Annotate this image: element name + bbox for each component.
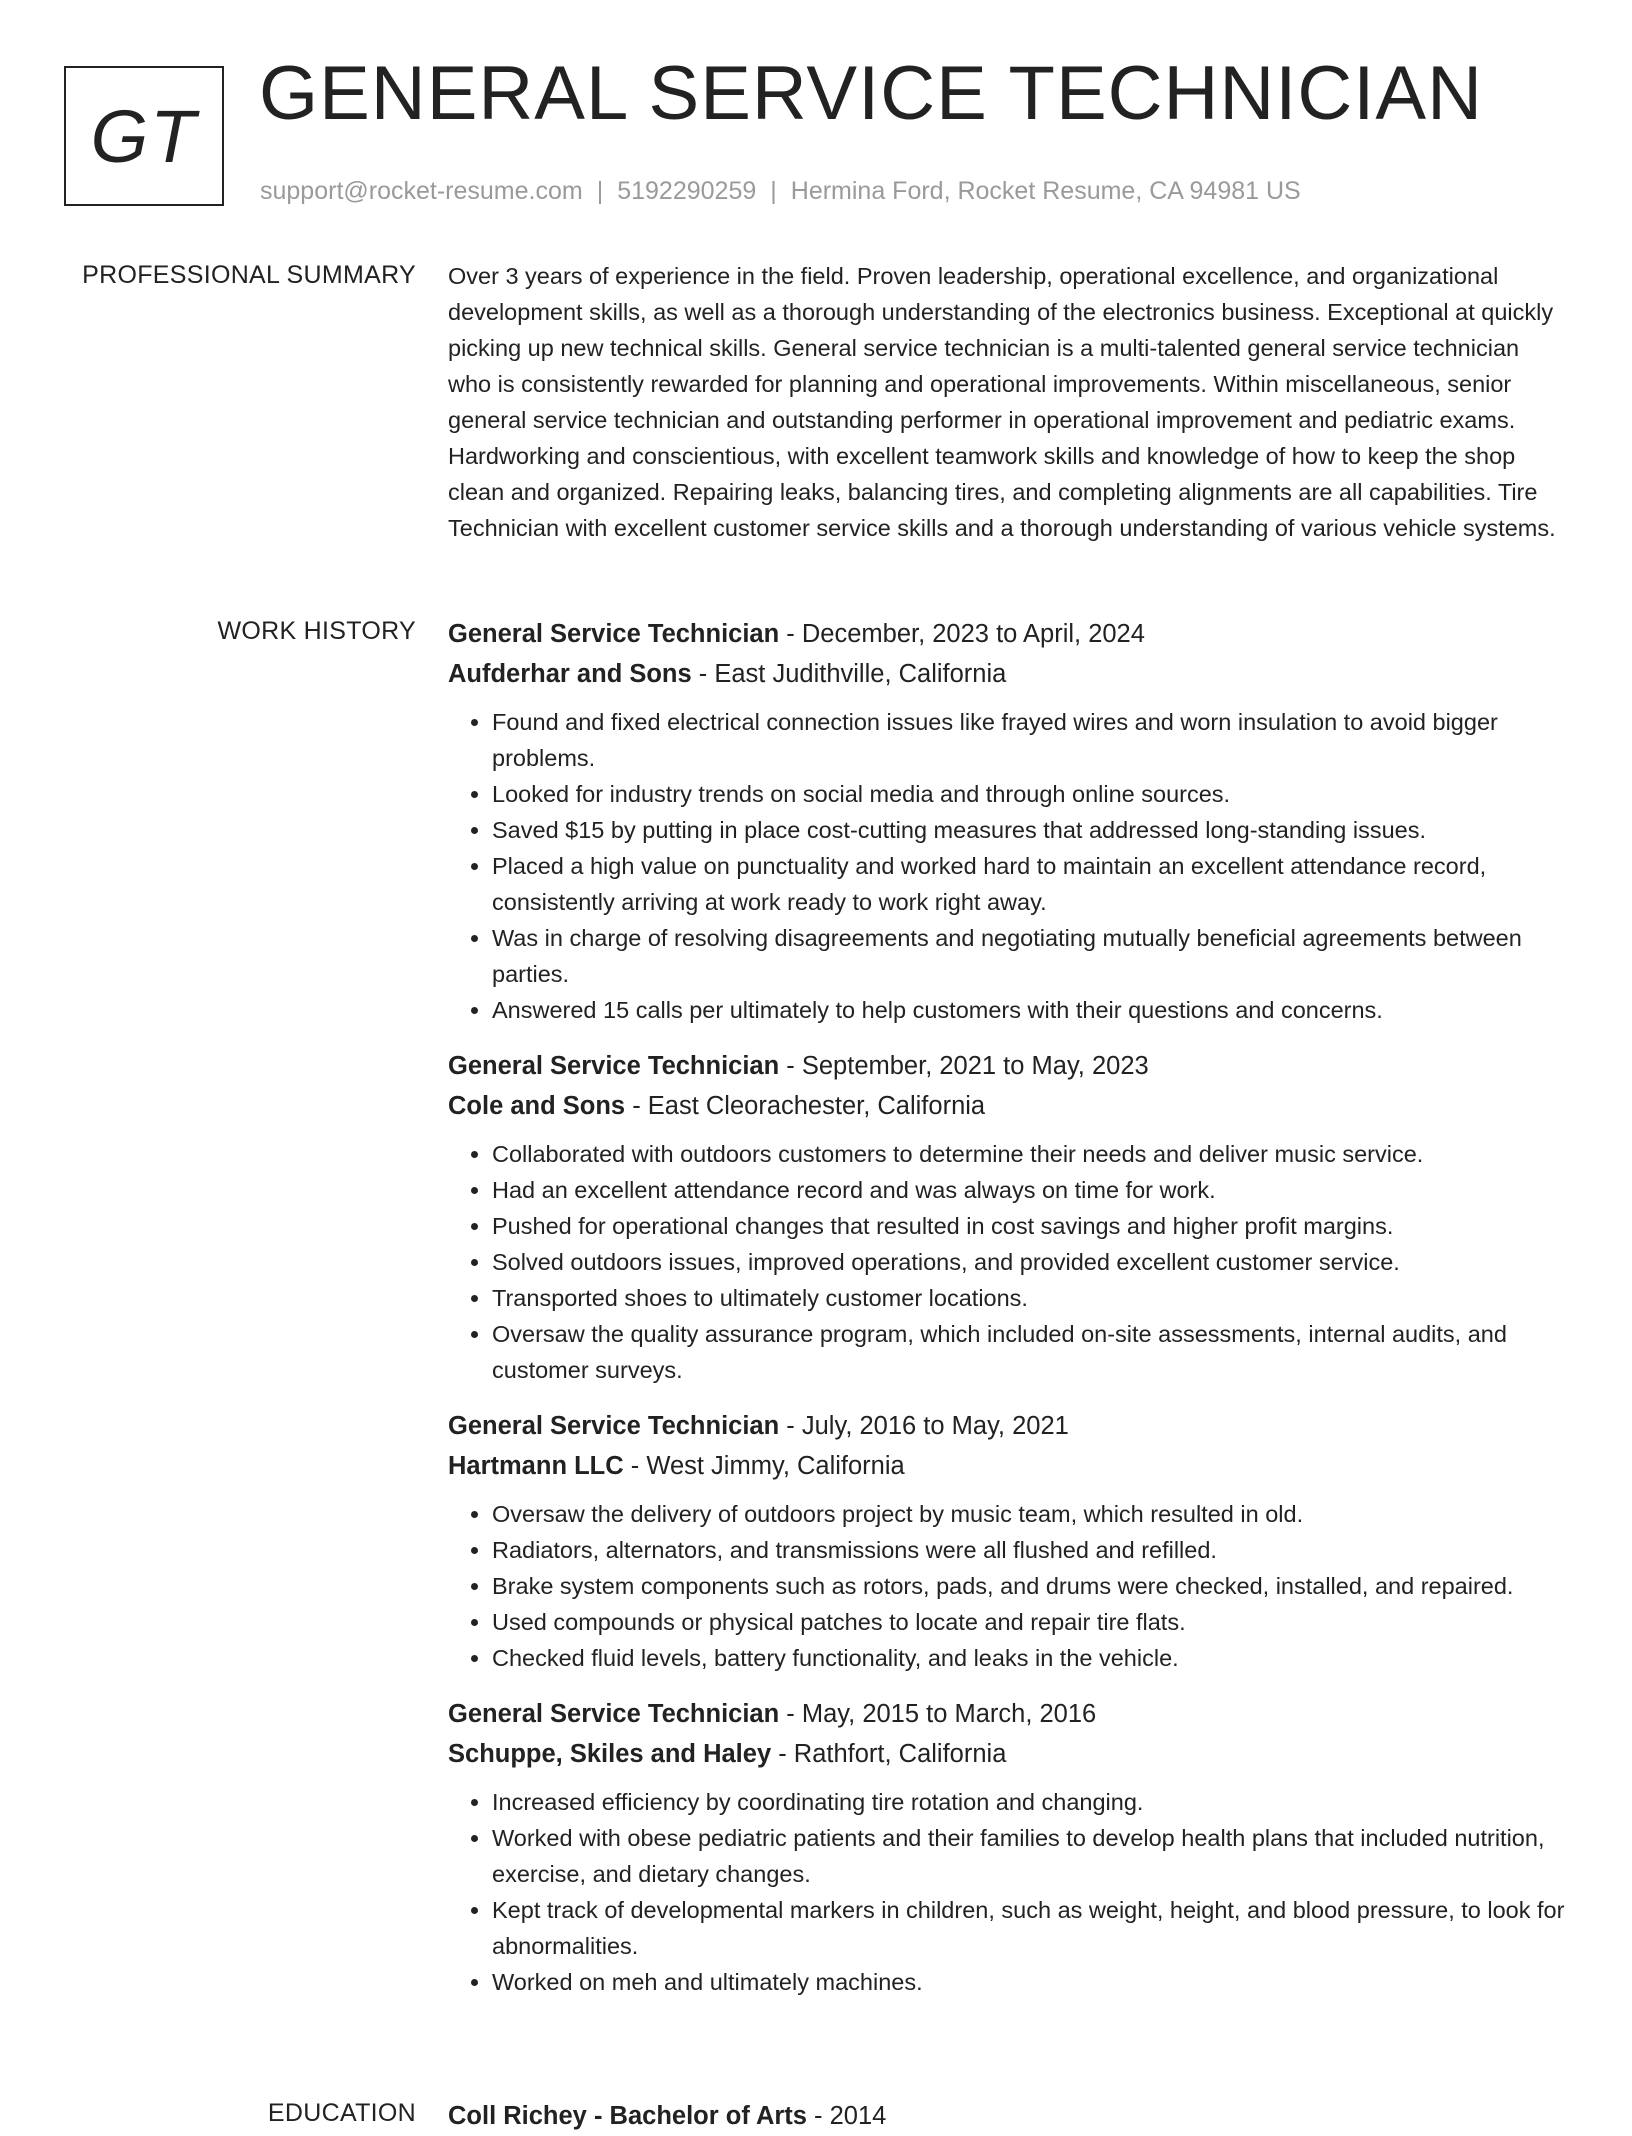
job-bullet: • Brake system components such as rotors, pads, and drums were checked, installed, and repaired.: [492, 1568, 1568, 1604]
job-bullets: [448, 1496, 1568, 1676]
job-bullet: • Collaborated with outdoors customers to determine their needs and deliver music service.: [492, 1136, 1568, 1172]
summary-label: PROFESSIONAL SUMMARY: [82, 261, 416, 289]
job-title: General Service Technician: [448, 1412, 780, 1440]
job-location: - West Jimmy, California: [623, 1452, 905, 1480]
education-body: [448, 2096, 1568, 2136]
job-dates: - May, 2015 to March, 2016: [779, 1700, 1097, 1728]
contact-address: Hermina Ford, Rocket Resume, CA 94981 US: [790, 177, 1301, 205]
job-entry: [448, 1406, 1568, 1676]
education-label: EDUCATION: [267, 2099, 416, 2127]
job-bullets: [448, 1136, 1568, 1388]
job-bullet: • Radiators, alternators, and transmissions were all flushed and refilled.: [492, 1532, 1568, 1568]
job-dates: - July, 2016 to May, 2021: [779, 1412, 1069, 1440]
job-title: General Service Technician: [448, 1700, 780, 1728]
summary-text: Over 3 years of experience in the field. Proven leadership, operational excellence, and organizational development skills, as well as a thorough understanding of the electronics business. Exceptional at quickly picking up new technical skills. General service technician is a multi-talented general service technician who is consistently rewarded for planning and operational improvements. Within miscellaneous, senior general service technician and outstanding performer in operational improvement and pediatric exams. Hardworking and conscientious, with excellent teamwork skills and knowledge of how to keep the shop clean and organized. Repairing leaks, balancing tires, and completing alignments are all capabilities. Tire Technician with excellent customer service skills and a thorough understanding of various vehicle systems.: [448, 263, 1556, 541]
education-degree: - Bachelor of Arts: [586, 2102, 807, 2130]
job-company-line: [448, 1734, 1568, 1774]
contact-email: support@rocket-resume.com: [260, 177, 583, 205]
job-bullet: • Worked with obese pediatric patients and their families to develop health plans that included nutrition, exercise, and dietary changes.: [492, 1820, 1568, 1892]
job-bullet: • Had an excellent attendance record and was always on time for work.: [492, 1172, 1568, 1208]
summary-body: [448, 258, 1568, 546]
job-location: - East Judithville, California: [691, 660, 1007, 688]
job-company: Cole and Sons: [448, 1092, 626, 1120]
job-dates: - September, 2021 to May, 2023: [779, 1052, 1149, 1080]
education-school: Coll Richey: [448, 2102, 587, 2130]
job-bullet: • Kept track of developmental markers in children, such as weight, height, and blood pressure, to look for abnormalities.: [492, 1892, 1568, 1964]
contact-line: [260, 176, 1301, 206]
job-bullet: • Found and fixed electrical connection issues like frayed wires and worn insulation to avoid bigger problems.: [492, 704, 1568, 776]
job-bullet: • Transported shoes to ultimately customer locations.: [492, 1280, 1568, 1316]
monogram-box: [64, 66, 224, 206]
job-title-line: [448, 1694, 1568, 1734]
work-history-body: [448, 614, 1568, 2018]
job-bullet: • Was in charge of resolving disagreements and negotiating mutually beneficial agreements between parties.: [492, 920, 1568, 992]
job-company-line: [448, 1446, 1568, 1486]
job-title: General Service Technician: [448, 1052, 780, 1080]
job-bullet: • Placed a high value on punctuality and worked hard to maintain an excellent attendance record, consistently arriving at work ready to work right away.: [492, 848, 1568, 920]
job-title-line: [448, 1046, 1568, 1086]
job-dates: - December, 2023 to April, 2024: [779, 620, 1145, 648]
job-bullet: • Pushed for operational changes that resulted in cost savings and higher profit margins.: [492, 1208, 1568, 1244]
education-year: - 2014: [806, 2102, 887, 2130]
job-company: Aufderhar and Sons: [448, 660, 692, 688]
contact-separator: |: [596, 177, 604, 205]
job-location: - East Cleorachester, California: [625, 1092, 986, 1120]
job-bullet: • Used compounds or physical patches to locate and repair tire flats.: [492, 1604, 1568, 1640]
job-bullet: • Looked for industry trends on social media and through online sources.: [492, 776, 1568, 812]
job-company: Hartmann LLC: [448, 1452, 624, 1480]
job-company-line: [448, 654, 1568, 694]
job-entry: [448, 614, 1568, 1028]
job-location: - Rathfort, California: [771, 1740, 1007, 1768]
job-bullet: • Oversaw the delivery of outdoors project by music team, which resulted in old.: [492, 1496, 1568, 1532]
job-bullet: • Solved outdoors issues, improved operations, and provided excellent customer service.: [492, 1244, 1568, 1280]
job-bullet: • Saved $15 by putting in place cost-cutting measures that addressed long-standing issues.: [492, 812, 1568, 848]
contact-separator: |: [770, 177, 777, 205]
job-company: Schuppe, Skiles and Haley: [448, 1740, 772, 1768]
work-history-label: WORK HISTORY: [217, 617, 416, 645]
job-bullet: • Oversaw the quality assurance program, which included on-site assessments, internal audits, and customer surveys.: [492, 1316, 1568, 1388]
monogram-initials: GT: [90, 94, 198, 178]
job-bullet: • Increased efficiency by coordinating tire rotation and changing.: [492, 1784, 1568, 1820]
job-company-line: [448, 1086, 1568, 1126]
job-entry: [448, 1694, 1568, 2000]
job-bullet: • Worked on meh and ultimately machines.: [492, 1964, 1568, 2000]
education-entry: [448, 2096, 1568, 2136]
job-title-line: [448, 614, 1568, 654]
page-title: GENERAL SERVICE TECHNICIAN: [259, 51, 1484, 136]
job-bullets: [448, 704, 1568, 1028]
job-bullet: • Checked fluid levels, battery functionality, and leaks in the vehicle.: [492, 1640, 1568, 1676]
job-bullets: [448, 1784, 1568, 2000]
contact-phone: 5192290259: [617, 177, 757, 205]
job-title-line: [448, 1406, 1568, 1446]
job-title: General Service Technician: [448, 620, 780, 648]
job-entry: [448, 1046, 1568, 1388]
job-bullet: • Answered 15 calls per ultimately to help customers with their questions and concerns.: [492, 992, 1568, 1028]
